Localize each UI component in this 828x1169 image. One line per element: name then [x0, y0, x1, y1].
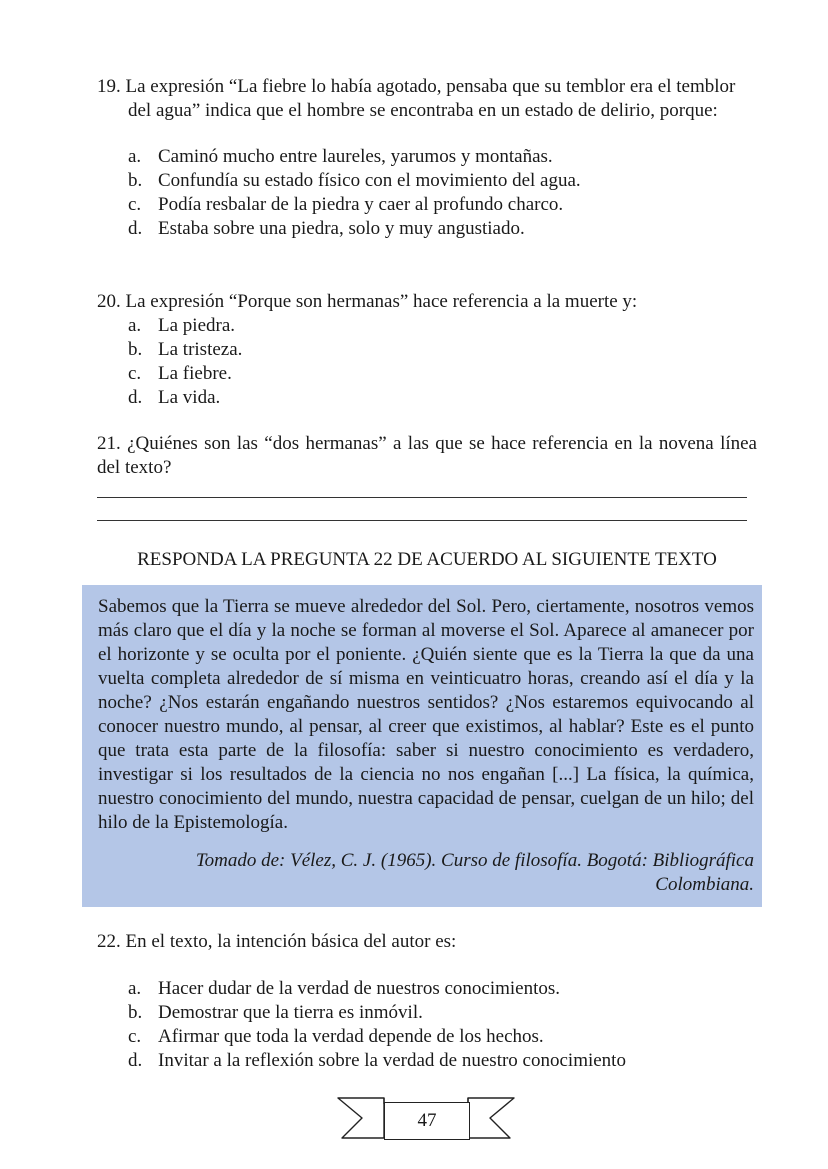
option-text: Hacer dudar de la verdad de nuestros conocimientos. — [158, 978, 561, 999]
option-letter: b. — [128, 170, 143, 191]
option-22-a — [97, 977, 757, 1001]
section-heading: RESPONDA LA PREGUNTA 22 DE ACUERDO AL SIGUIENTE TEXTO — [137, 549, 717, 570]
option-text: Invitar a la reflexión sobre la verdad de nuestro conocimiento — [158, 1050, 626, 1071]
option-22-b — [97, 1001, 757, 1025]
question-19 — [97, 75, 757, 241]
option-22-c — [97, 1025, 757, 1049]
question-22 — [97, 930, 757, 1073]
option-text: La tristeza. — [158, 339, 243, 360]
option-22-d — [97, 1049, 757, 1073]
answer-line[interactable] — [97, 520, 747, 521]
option-letter: b. — [128, 339, 143, 360]
option-text: Podía resbalar de la piedra y caer al profundo charco. — [158, 194, 564, 215]
option-20-c — [97, 362, 757, 386]
answer-line[interactable] — [97, 497, 747, 498]
passage-text: Sabemos que la Tierra se mueve alrededor del Sol. Pero, ciertamente, nosotros vemos más claro que el día y la noche se forman al moverse el Sol. Aparece al amanecer por el horizonte y se oculta por el poniente. ¿Quién siente que es la Tierra la que da una vuelta completa alrededor de sí misma en veinticuatro horas, creando así el día y la noche? ¿Nos estarán engañando nuestros sentidos? ¿Nos estaremos equivocando al conocer nuestro mundo, al pensar, al creer que existimos, al hablar? Este es el punto que trata esta parte de la filosofía: saber si nuestro conocimiento es verdadero, investigar si los resultados de la ciencia no nos engañan [...] La física, la química, nuestro conocimiento del mundo, nuestra capacidad de pensar, cuelgan de un hilo; del hilo de la Epistemología. — [98, 596, 754, 833]
option-letter: c. — [128, 194, 142, 215]
option-text: Caminó mucho entre laureles, yarumos y montañas. — [158, 146, 553, 167]
option-letter: d. — [128, 387, 143, 408]
question-20 — [97, 290, 757, 410]
question-22-stem: 22. En el texto, la intención básica del autor es: — [97, 931, 457, 952]
option-letter: a. — [128, 978, 142, 999]
option-letter: d. — [128, 218, 143, 239]
question-20-stem: 20. La expresión “Porque son hermanas” hace referencia a la muerte y: — [97, 291, 638, 312]
option-19-b — [97, 169, 757, 193]
option-text: La vida. — [158, 387, 221, 408]
option-20-d — [97, 386, 757, 410]
option-20-b — [97, 338, 757, 362]
option-19-d — [97, 217, 757, 241]
page-footer — [336, 1094, 516, 1154]
option-letter: c. — [128, 363, 142, 384]
option-letter: a. — [128, 146, 142, 167]
option-text: Afirmar que toda la verdad depende de los hechos. — [158, 1026, 544, 1047]
question-22-options — [97, 977, 757, 1073]
option-text: La fiebre. — [158, 363, 232, 384]
option-letter: c. — [128, 1026, 142, 1047]
page-number: 47 — [384, 1102, 470, 1140]
option-19-c — [97, 193, 757, 217]
option-letter: d. — [128, 1050, 143, 1071]
option-text: La piedra. — [158, 315, 236, 336]
option-letter: a. — [128, 315, 142, 336]
question-19-stem: 19. La expresión “La fiebre lo había agotado, pensaba que su temblor era el temblor del agua” indica que el hombre se encontraba en un estado de delirio, porque: — [97, 76, 736, 121]
option-letter: b. — [128, 1002, 143, 1023]
option-20-a — [97, 314, 757, 338]
option-text: Confundía su estado físico con el movimiento del agua. — [158, 170, 581, 191]
question-21-stem: 21. ¿Quiénes son las “dos hermanas” a las que se hace referencia en la novena línea del texto? — [97, 433, 757, 478]
passage-citation: Tomado de: Vélez, C. J. (1965). Curso de filosofía. Bogotá: Bibliográfica Colombiana. — [195, 850, 754, 895]
question-21 — [97, 432, 757, 480]
question-20-options — [97, 314, 757, 410]
question-19-options — [97, 145, 757, 241]
option-text: Estaba sobre una piedra, solo y muy angustiado. — [158, 218, 525, 239]
option-19-a — [97, 145, 757, 169]
option-text: Demostrar que la tierra es inmóvil. — [158, 1002, 423, 1023]
reading-passage-box — [82, 585, 762, 907]
